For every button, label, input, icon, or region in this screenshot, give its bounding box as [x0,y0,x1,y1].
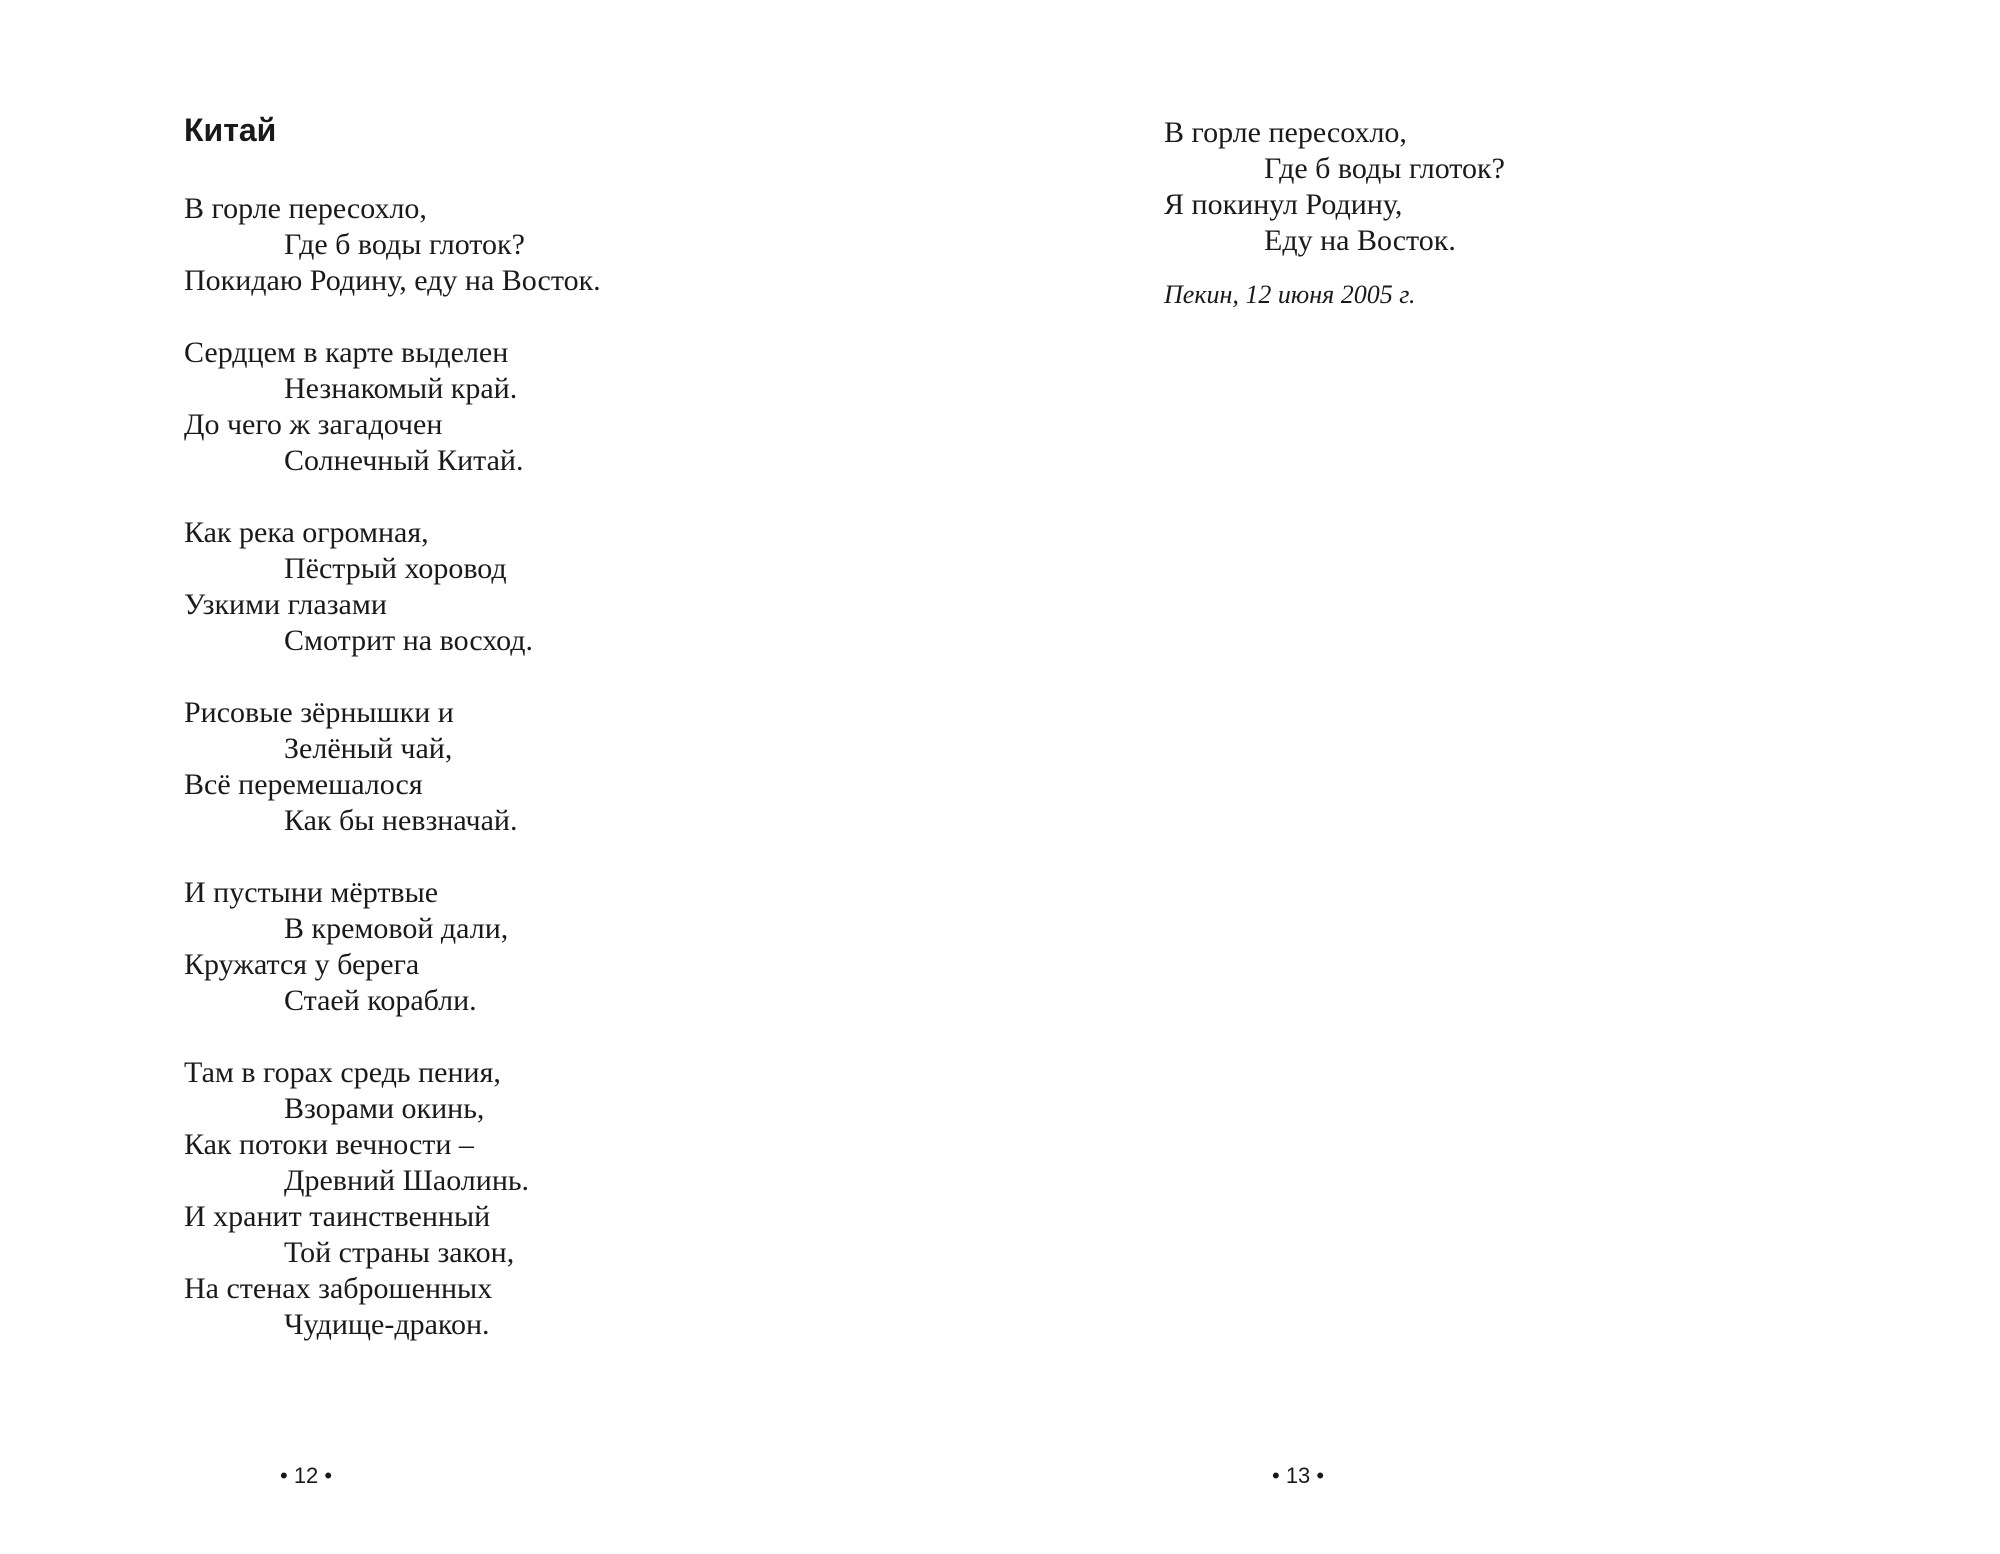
stanza [184,1055,601,1343]
poem-line: Взорами окинь, [284,1092,485,1125]
poem-line: Еду на Восток. [1264,224,1456,257]
stanza [184,191,601,299]
poem-line: Древний Шаолинь. [284,1164,530,1197]
poem-line: Сердцем в карте выделен [184,336,509,369]
poem-body-continued [1164,115,1505,259]
poem-line: Зелёный чай, [284,732,453,765]
poem-line: Там в горах средь пения, [184,1056,501,1089]
poem-title: Китай [184,112,277,148]
poem-line: Покидаю Родину, еду на Восток. [184,264,601,297]
poem-line: Чудище-дракон. [284,1308,490,1341]
poem-dateline: Пекин, 12 июня 2005 г. [1164,280,1416,309]
poem-line: Кружатся у берега [184,948,420,981]
stanza [184,875,601,1019]
stanza [184,515,601,659]
poem-line: В горле пересохло, [1164,116,1407,149]
poem-line: Как река огромная, [184,516,429,549]
right-page [1000,0,2000,1554]
poem-line: Незнакомый край. [284,372,518,405]
stanza [1164,115,1505,259]
poem-line: Я покинул Родину, [1164,188,1403,221]
poem-line: До чего ж загадочен [184,408,443,441]
poem-line: На стенах заброшенных [184,1272,493,1305]
poem-line: Рисовые зёрнышки и [184,696,454,729]
poem-line: Узкими глазами [184,588,387,621]
poem-line: Той страны закон, [284,1236,515,1269]
page-number: • 12 • [280,1463,333,1488]
poem-line: Солнечный Китай. [284,444,524,477]
poem-line: Где б воды глоток? [284,228,525,261]
poem-line: Как потоки вечности – [184,1128,474,1161]
poem-line: Как бы невзначай. [284,804,518,837]
poem-line: И пустыни мёртвые [184,876,439,909]
poem-line: Пёстрый хоровод [284,552,507,585]
poem-line: В кремовой дали, [284,912,509,945]
poem-line: В горле пересохло, [184,192,427,225]
poem-line: Смотрит на восход. [284,624,533,657]
poem-body [184,191,601,1343]
poem-line: Где б воды глоток? [1264,152,1505,185]
poem-line: И хранит таинственный [184,1200,491,1233]
stanza [184,695,601,839]
poem-line: Всё перемешалося [184,768,423,801]
poem-line: Стаей корабли. [284,984,477,1017]
stanza [184,335,601,479]
page-number: • 13 • [1272,1463,1325,1488]
